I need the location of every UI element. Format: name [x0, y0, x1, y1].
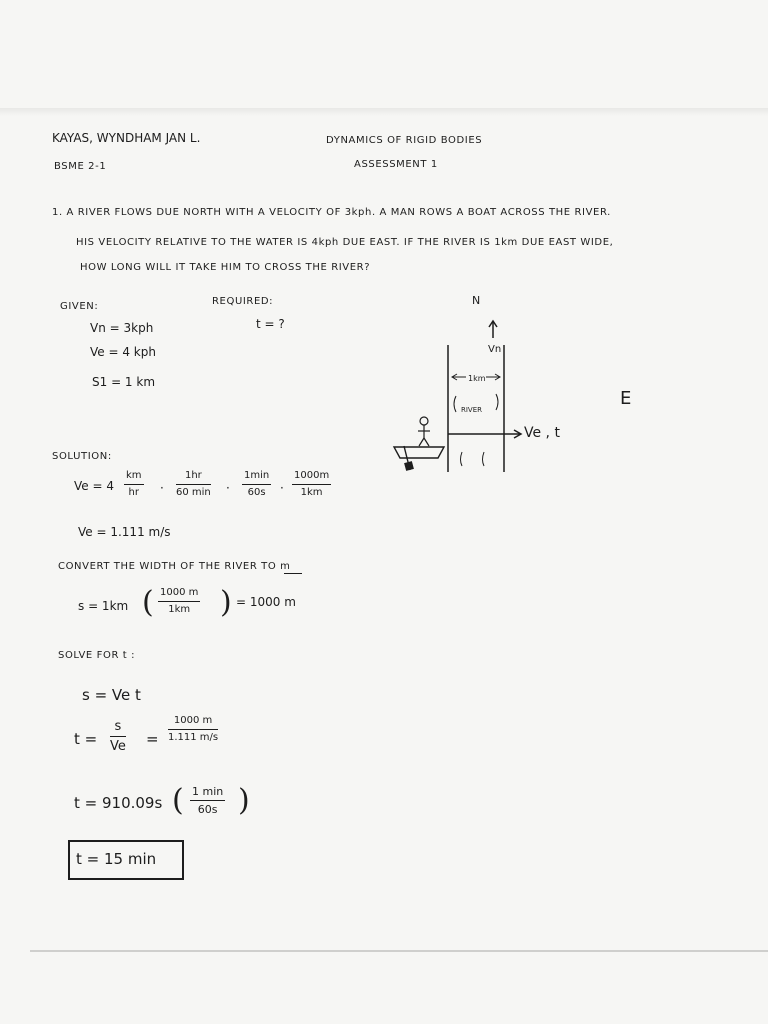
assessment-title: ASSESSMENT 1 — [354, 159, 438, 170]
problem-line-2: HIS VELOCITY RELATIVE TO THE WATER IS 4kph DUE EAST. IF THE RIVER IS 1km DUE EAST WIDE, — [76, 237, 614, 248]
east-label: E — [620, 388, 632, 409]
fraction-m-per-km: $\frac{1000 m}{1km}$ — [160, 587, 199, 615]
final-answer: t = 15 min — [76, 850, 157, 868]
width-result: = 1000 m — [236, 595, 296, 609]
man-head — [420, 417, 428, 425]
student-section: BSME 2-1 — [54, 161, 107, 172]
student-name: KAYAS, WYNDHAM JAN L. — [52, 131, 201, 145]
problem-line-1: 1. A RIVER FLOWS DUE NORTH WITH A VELOCITY OF 3kph. A MAN ROWS A BOAT ACROSS THE RIVER. — [52, 207, 611, 218]
fraction-s-over-ve: $\frac{s}{Ve}$ — [110, 719, 126, 754]
river-label: RIVER — [461, 406, 483, 414]
given-ve: Ve = 4 kph — [90, 345, 156, 359]
fraction-min-s: 1min 60s — [244, 470, 270, 498]
river-diagram — [380, 290, 650, 480]
fraction-hr-min: 1hr 60 min — [176, 470, 211, 498]
fraction-1000m-over-speed: $\frac{1000 m}{1.111 m/s}$ — [168, 715, 219, 743]
boat — [394, 447, 444, 458]
given-s: S1 = 1 km — [92, 375, 156, 389]
vn-label: Vn — [488, 344, 502, 355]
convert-label: CONVERT THE WIDTH OF THE RIVER TO m — [58, 561, 291, 572]
course-title: DYNAMICS OF RIGID BODIES — [326, 135, 483, 146]
north-label: N — [472, 294, 481, 307]
fraction-km-hr: $\frac{km}{hr}$ — [126, 470, 142, 498]
ve-t-label: Ve , t — [524, 425, 560, 441]
fraction-min-per-60s: 1 min 60s — [192, 785, 224, 816]
ve-conversion-prefix: Ve = 4 — [74, 479, 114, 493]
width-label: 1km — [468, 374, 486, 383]
solution-label: SOLUTION: — [52, 451, 112, 462]
distance-equation: s = Ve t — [82, 686, 141, 704]
t-equation-prefix: t = — [74, 730, 98, 748]
sheet-top-edge — [0, 108, 768, 116]
sheet-bottom-edge — [30, 950, 768, 952]
ve-result: Ve = 1.111 m/s — [78, 525, 171, 539]
problem-line-3: HOW LONG WILL IT TAKE HIM TO CROSS THE RIVER? — [80, 262, 371, 273]
given-label: GIVEN: — [60, 301, 99, 312]
required-value: t = ? — [256, 317, 285, 331]
given-vn: Vn = 3kph — [90, 321, 154, 335]
t-seconds: t = 910.09s — [74, 794, 163, 812]
fraction-m-km: $\frac{1000m}{1km}$ — [294, 470, 330, 498]
paper-sheet: KAYAS, WYNDHAM JAN L. BSME 2-1 DYNAMICS OF RIGID BODIES ASSESSMENT 1 1. A RIVER FLOWS DUE NORTH WITH A VELOCITY OF 3kph. A MAN ROWS A BOAT ACROSS THE RIVER. HIS VELOCITY RELATIVE TO THE WATER IS 4kph DUE EAST. IF THE RIVER IS 1km DUE EAST WIDE, HOW LONG WILL IT TAKE HIM TO CROSS THE RIVER? GIVEN: Vn = 3kph Ve = 4 kph S1 = 1 km REQUIRED: t = ? N Vn 1km RIVER Ve , t E SOLUTION: Ve = 4 $\frac{km}{hr}$ · 1hr 60 min · 1min 60s · $\frac{1000m}{1km}$ Ve = 1.111 m/s CONVERT THE WIDTH OF THE RIVER TO m s = 1km ( $\frac{1000 m}{1km}$ ) = 1000 m SOLVE FOR t : s = Ve t t = $\frac{s}{Ve}$ = $\frac{1000 m}{1.111 m/s}$ t = 910.09s ( 1 min 60s ) t = 15 min — [0, 0, 768, 1024]
equals-sign: = — [146, 730, 159, 748]
width-conversion-prefix: s = 1km — [78, 599, 129, 613]
solve-label: SOLVE FOR t : — [58, 650, 136, 661]
required-label: REQUIRED: — [212, 296, 274, 307]
